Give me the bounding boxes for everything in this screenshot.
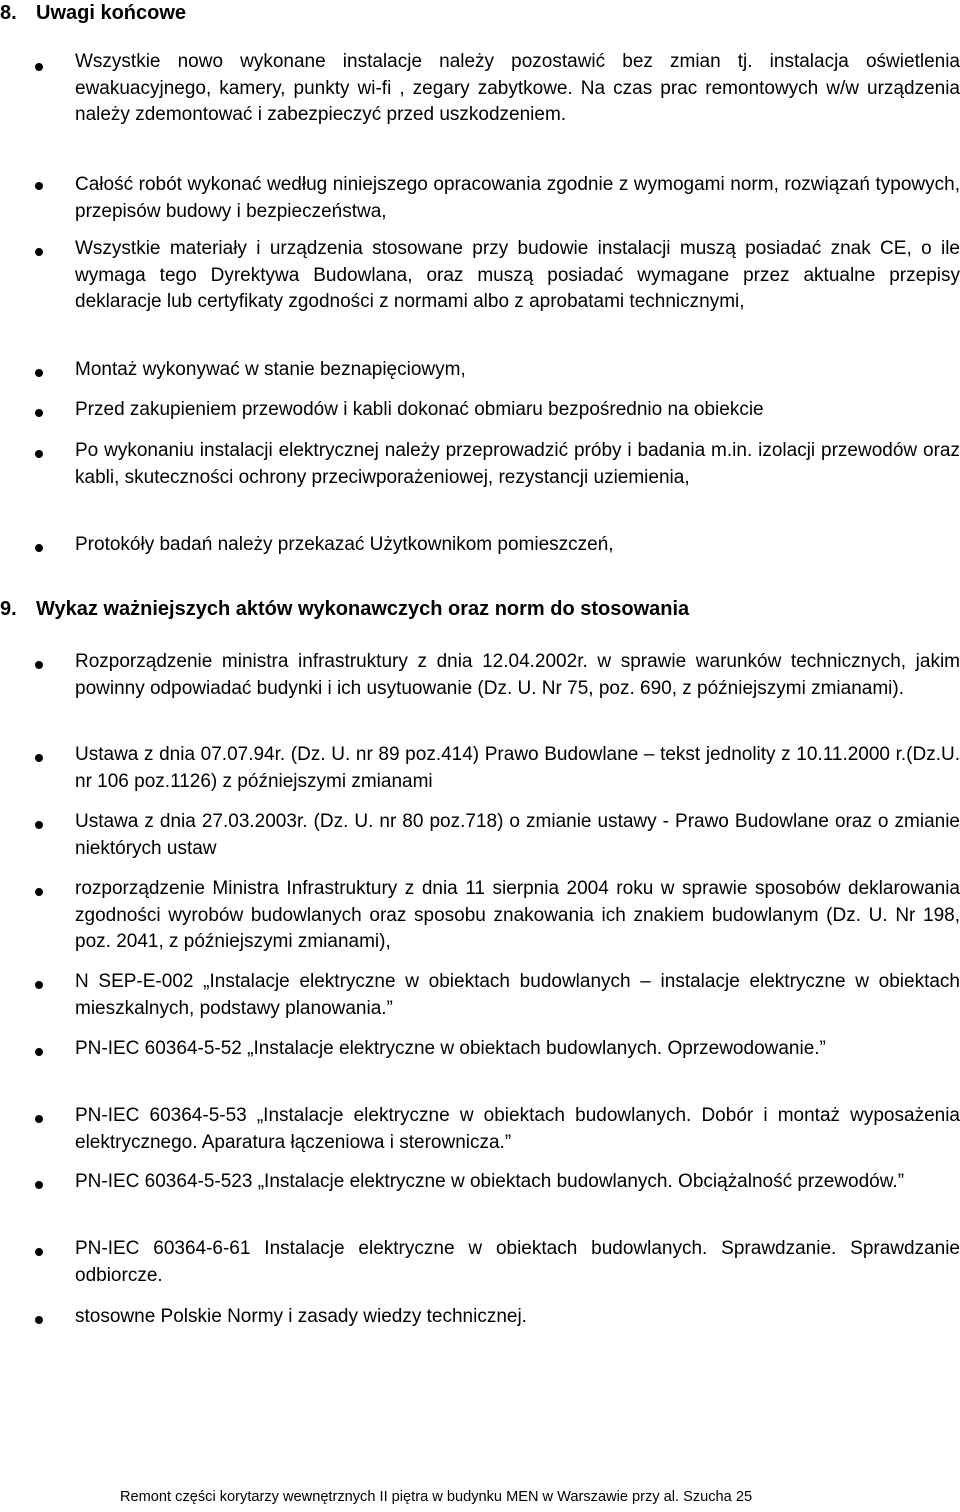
bullet-icon: [35, 1115, 43, 1123]
bullet-icon: [35, 63, 43, 71]
bullet-icon: [35, 409, 43, 417]
list-item-text: Po wykonaniu instalacji elektrycznej należy przeprowadzić próby i badania m.in. izolacji przewodów oraz kabli, skuteczności ochrony przeciwporażeniowej, rezystancji uziemienia,: [75, 440, 960, 488]
bullet-icon: [35, 1181, 43, 1189]
list-item-text: rozporządzenie Ministra Infrastruktury z dnia 11 sierpnia 2004 roku w sprawie sposobów deklarowania zgodności wyrobów budowlanych oraz sposobu znakowania ich znakiem budowlanym (Dz. U. Nr 198, poz. 2041, z późniejszymi zmianami),: [75, 878, 960, 952]
bullet-icon: [35, 248, 43, 256]
bullet-icon: [35, 821, 43, 829]
bullet-icon: [35, 1248, 43, 1256]
section-9-heading: [0, 596, 689, 622]
list-item-text: Ustawa z dnia 07.07.94r. (Dz. U. nr 89 poz.414) Prawo Budowlane – tekst jednolity z 10.11.2000 r.(Dz.U. nr 106 poz.1126) z późniejszymi zmianami: [75, 744, 960, 792]
list-item-text: N SEP-E-002 „Instalacje elektryczne w obiektach budowlanych – instalacje elektryczne w obiektach mieszkalnych, podstawy planowania.”: [75, 971, 960, 1019]
page-footer: Remont części korytarzy wewnętrznych II piętra w budynku MEN w Warszawie przy al. Szucha 25: [120, 1489, 753, 1505]
list-item-text: Ustawa z dnia 27.03.2003r. (Dz. U. nr 80 poz.718) o zmianie ustawy - Prawo Budowlane oraz o zmianie niektórych ustaw: [75, 811, 960, 859]
section-9-title: Wykaz ważniejszych aktów wykonawczych oraz norm do stosowania: [36, 598, 690, 620]
bullet-icon: [35, 888, 43, 896]
list-item-text: Rozporządzenie ministra infrastruktury z dnia 12.04.2002r. w sprawie warunków technicznych, jakim powinny odpowiadać budynki i ich usytuowanie (Dz. U. Nr 75, poz. 690, z późniejszymi zmianami).: [75, 651, 960, 699]
list-item-text: Montaż wykonywać w stanie beznapięciowym,: [75, 359, 466, 380]
bullet-icon: [35, 450, 43, 458]
list-item-text: PN-IEC 60364-6-61 Instalacje elektryczne w obiektach budowlanych. Sprawdzanie. Sprawdzanie odbiorcze.: [75, 1238, 960, 1286]
list-item-text: Wszystkie materiały i urządzenia stosowane przy budowie instalacji muszą posiadać znak CE, o ile wymaga tego Dyrektywa Budowlana, oraz muszą posiadać wymagane przez aktualne przepisy deklaracje lub certyfikaty zgodności z normami albo z aprobatami technicznymi,: [75, 238, 960, 312]
list-item-text: Protokóły badań należy przekazać Użytkownikom pomieszczeń,: [75, 534, 614, 555]
bullet-icon: [35, 544, 43, 552]
bullet-icon: [35, 1316, 43, 1324]
bullet-icon: [35, 981, 43, 989]
section-8-title: Uwagi końcowe: [36, 2, 187, 24]
list-item-text: PN-IEC 60364-5-523 „Instalacje elektryczne w obiektach budowlanych. Obciążalność przewodów.”: [75, 1171, 905, 1192]
list-item-text: Przed zakupieniem przewodów i kabli dokonać obmiaru bezpośrednio na obiekcie: [75, 399, 764, 420]
list-item-text: stosowne Polskie Normy i zasady wiedzy technicznej.: [75, 1306, 527, 1327]
section-8-number: 8.: [0, 2, 17, 24]
bullet-icon: [35, 661, 43, 669]
bullet-icon: [35, 754, 43, 762]
list-item-text: Całość robót wykonać według niniejszego opracowania zgodnie z wymogami norm, rozwiązań typowych, przepisów budowy i bezpieczeństwa,: [75, 174, 960, 222]
bullet-icon: [35, 182, 43, 190]
bullet-icon: [35, 1048, 43, 1056]
list-item-text: Wszystkie nowo wykonane instalacje należy pozostawić bez zmian tj. instalacja oświetlenia ewakuacyjnego, kamery, punkty wi-fi , zegary zabytkowe. Na czas prac remontowych w/w urządzenia należy zdemontować i zabezpieczyć przed uszkodzeniem.: [75, 51, 960, 125]
section-8-heading: [0, 0, 186, 26]
list-item-text: PN-IEC 60364-5-52 „Instalacje elektryczne w obiektach budowlanych. Oprzewodowanie.”: [75, 1038, 826, 1059]
bullet-icon: [35, 369, 43, 377]
list-item-text: PN-IEC 60364-5-53 „Instalacje elektryczne w obiektach budowlanych. Dobór i montaż wyposażenia elektrycznego. Aparatura łączeniowa i sterownicza.”: [75, 1105, 960, 1153]
section-9-number: 9.: [0, 598, 17, 620]
